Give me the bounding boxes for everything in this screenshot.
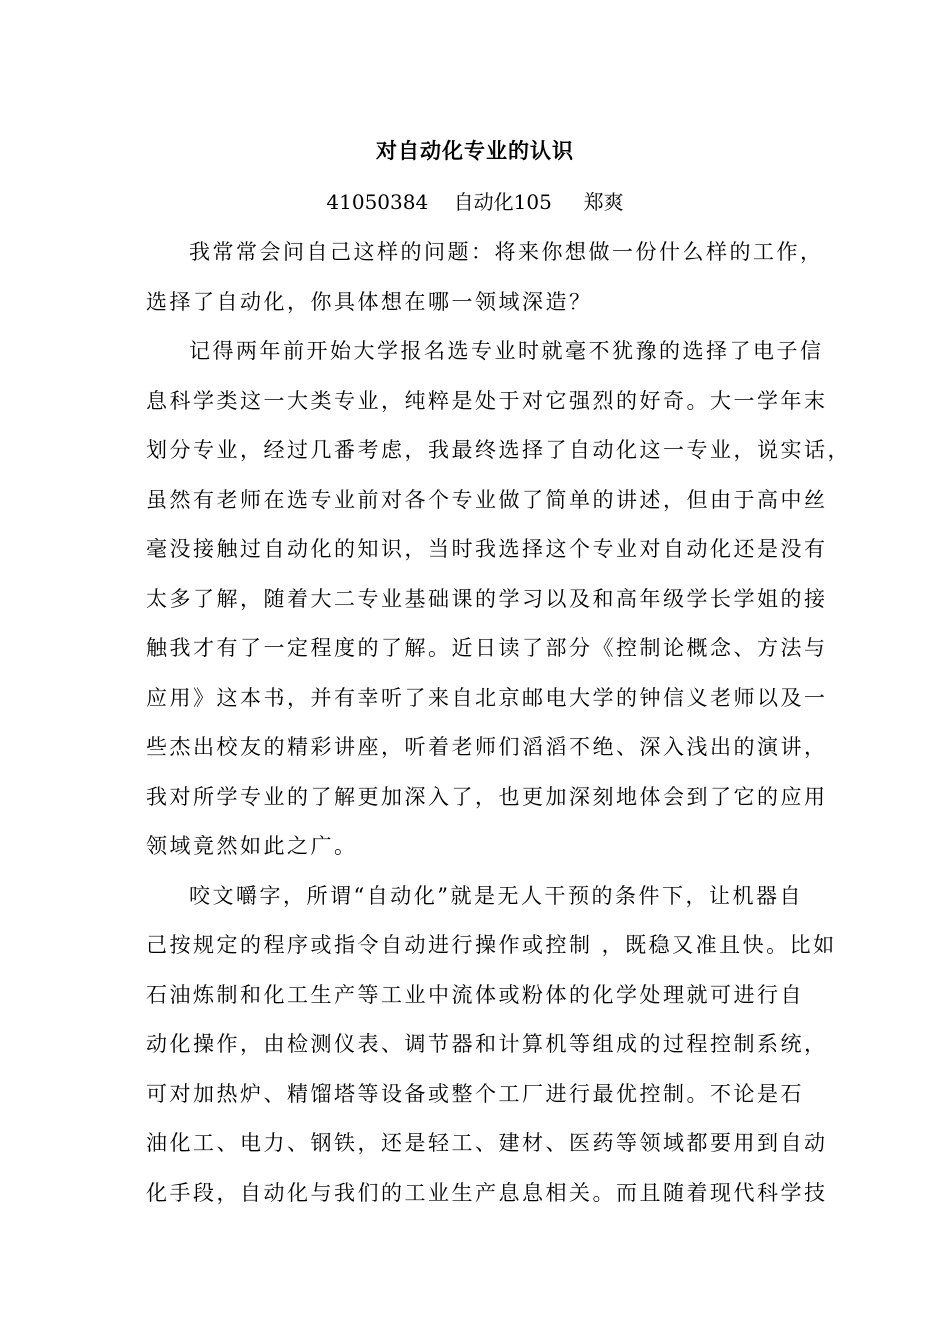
text-line: 我对所学专业的了解更加深入了，也更加深刻地体会到了它的应用: [146, 784, 828, 809]
text-line: 可对加热炉、精馏塔等设备或整个工厂进行最优控制。不论是石: [146, 1081, 804, 1106]
text-line: 息科学类这一大类专业，纯粹是处于对它强烈的好奇。大一学年末: [146, 388, 828, 413]
text-line: 些杰出校友的精彩讲座，听着老师们滔滔不绝、深入浅出的演讲，: [146, 735, 828, 759]
text-line: 划分专业，经过几番考虑，我最终选择了自动化这一专业，说实话，: [146, 438, 851, 462]
text-line: 油化工、电力、钢铁，还是轻工、建材、医药等领域都要用到自动: [146, 1131, 828, 1155]
paragraph: [146, 872, 837, 1219]
text-line: 己按规定的程序或指令自动进行操作或控制 ，既稳又准且快。比如: [146, 933, 837, 957]
text-line: 记得两年前开始大学报名选专业时就毫不犹豫的选择了电子信: [189, 339, 824, 363]
document-body: [146, 228, 851, 1218]
text-line: 虽然有老师在选专业前对各个专业做了简单的讲述，但由于高中丝: [146, 487, 828, 512]
document-title: 对自动化专业的认识: [376, 139, 574, 163]
author-line: 41050384 自动化105 郑爽: [326, 190, 624, 214]
text-line: 化手段，自动化与我们的工业生产息息相关。而且随着现代科学技: [146, 1180, 828, 1205]
text-line: 毫没接触过自动化的知识，当时我选择这个专业对自动化还是没有: [146, 537, 828, 561]
text-line: 太多了解，随着大二专业基础课的学习以及和高年级学长学姐的接: [146, 586, 828, 611]
text-line: 选择了自动化，你具体想在哪一领域深造？: [146, 289, 593, 314]
paragraph: [146, 327, 851, 872]
text-line: 领域竟然如此之广。: [146, 834, 358, 858]
paragraph: [146, 228, 826, 327]
text-line: 触我才有了一定程度的了解。近日读了部分《控制论概念、方法与: [146, 636, 828, 660]
text-line: 咬文嚼字，所谓“自动化”就是无人干预的条件下，让机器自: [189, 883, 803, 908]
text-line: 动化操作，由检测仪表、调节器和计算机等组成的过程控制系统，: [146, 1032, 828, 1056]
text-line: 石油炼制和化工生产等工业中流体或粉体的化学处理就可进行自: [146, 982, 804, 1007]
text-line: 我常常会问自己这样的问题：将来你想做一份什么样的工作，: [189, 240, 824, 264]
text-line: 应用》这本书，并有幸听了来自北京邮电大学的钟信义老师以及一: [146, 685, 828, 710]
